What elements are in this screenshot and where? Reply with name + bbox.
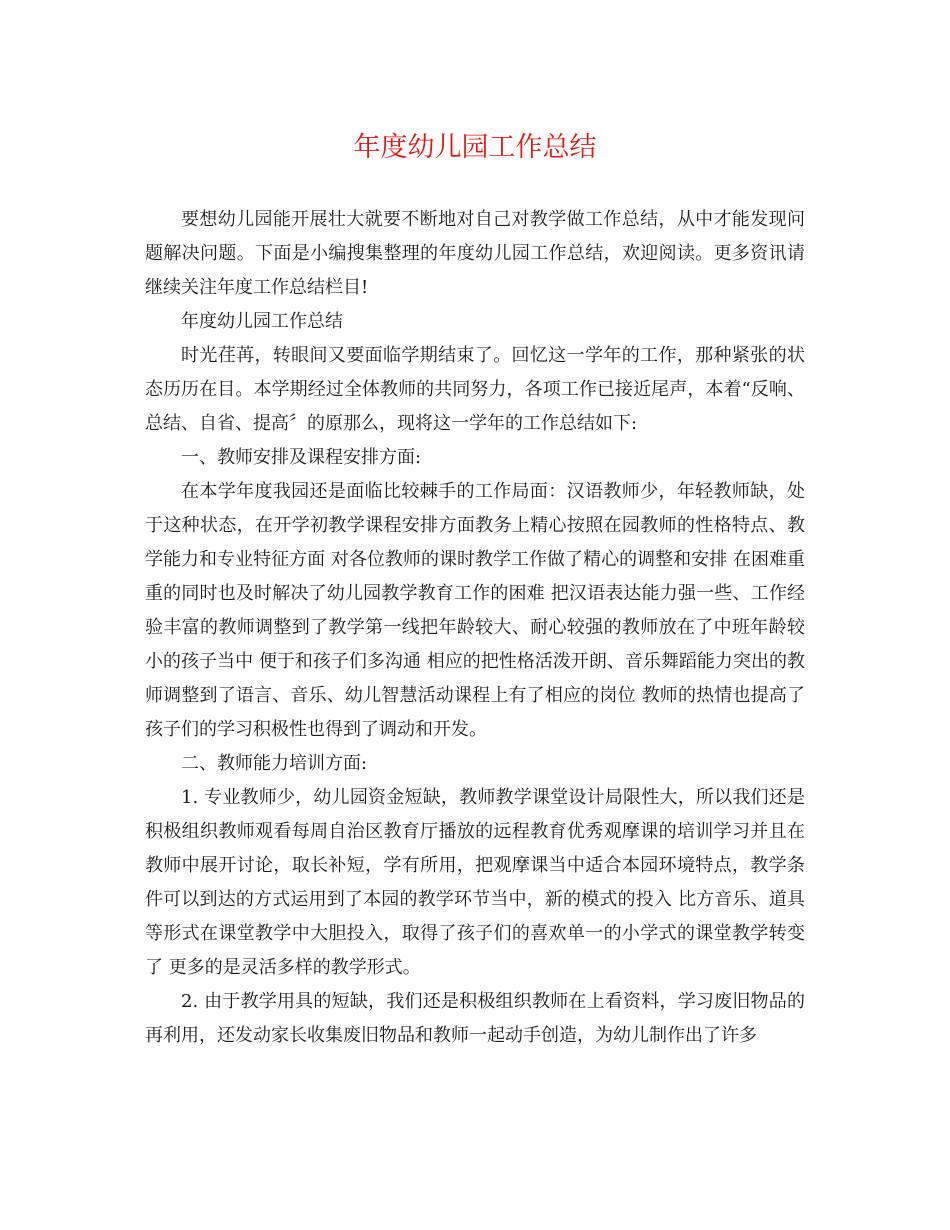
paragraph-section-1: 在本学年度我园还是面临比较棘手的工作局面：汉语教师少，年轻教师缺，处于这种状态，在开学初教学课程安排方面教务上精心按照在园教师的性格特点、教学能力和专业特征方面 对各位教师的课时教学工作做了精心的调整和安排 在困难重重的同时也及时解决了幼儿园教学教育工作的困难 把汉语表达能力强一些、工作经验丰富的教师调整到了教学第一线把年龄较大、耐心较强的教师放在了中班年龄较小的孩子当中 便于和孩子们多沟通 相应的把性格活泼开朗、音乐舞蹈能力突出的教师调整到了语言、音乐、幼儿智慧活动课程上有了相应的岗位 教师的热情也提高了 孩子们的学习积极性也得到了调动和开发。 (145, 481, 805, 740)
paragraph-item-1: 1. 专业教师少，幼儿园资金短缺，教师教学课堂设计局限性大，所以我们还是积极组织教师观看每周自治区教育厅播放的远程教育优秀观摩课的培训学习并且在教师中展开讨论，取长补短，学有所用，把观摩课当中适合本园环境特点，教学条件可以到达的方式运用到了本园的教学环节当中，新的模式的投入 比方音乐、道具等形式在课堂教学中大胆投入，取得了孩子们的喜欢单一的小学式的课堂教学转变了 更多的是灵活多样的教学形式。 (145, 787, 805, 978)
paragraph-item-2: 2. 由于教学用具的短缺，我们还是积极组织教师在上看资料，学习废旧物品的再利用，还发动家长收集废旧物品和教师一起动手创造，为幼儿制作出了许多 (145, 991, 805, 1046)
paragraph-subtitle: 年度幼儿园工作总结 (181, 311, 343, 332)
section-heading-2: 二、教师能力培训方面: (181, 753, 368, 774)
document-title: 年度幼儿园工作总结 (353, 132, 597, 163)
document-body (145, 203, 805, 1053)
paragraph-opening: 时光荏苒，转眼间又要面临学期结束了。回忆这一学年的工作，那种紧张的状态历历在目。本学期经过全体教师的共同努力，各项工作已接近尾声，本着“反响、总结、自省、提高〞的原那么，现将这一学年的工作总结如下: (145, 345, 805, 434)
paragraph-intro: 要想幼儿园能开展壮大就要不断地对自己对教学做工作总结，从中才能发现问题解决问题。下面是小编搜集整理的年度幼儿园工作总结，欢迎阅读。更多资讯请继续关注年度工作总结栏目! (145, 209, 805, 298)
section-heading-1: 一、教师安排及课程安排方面: (181, 447, 422, 468)
